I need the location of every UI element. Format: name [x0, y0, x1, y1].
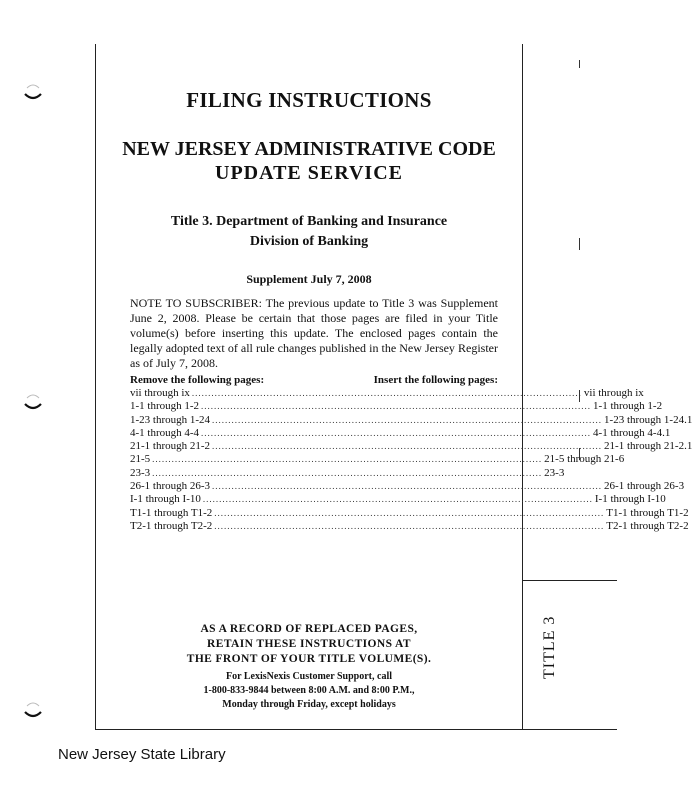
insert-cell: T2-1 through T2-2: [606, 519, 689, 532]
record-line: AS A RECORD OF REPLACED PAGES,: [200, 623, 418, 635]
page-border-bottom: [95, 729, 617, 730]
document-title: FILING INSTRUCTIONS: [186, 88, 432, 112]
insert-cell: 26-1 through 26-3: [604, 480, 685, 493]
tab-label: TITLE 3: [541, 615, 558, 679]
insert-cell: 21-5 through 21-6: [544, 453, 625, 466]
insert-cell: 23-3: [544, 466, 565, 479]
tab-mark: [579, 60, 580, 68]
support-line: 1-800-833-9844 between 8:00 A.M. and 8:00 P.M.,: [203, 685, 415, 696]
table-row: 21-5 ........................................................................................................................ 21-5 through 21-6: [130, 453, 625, 466]
insert-cell: 21-1 through 21-2.1: [604, 440, 692, 453]
binder-hole-icon: [22, 390, 44, 412]
remove-cell: 21-1 through 21-2: [130, 440, 211, 453]
code-title-line1: NEW JERSEY ADMINISTRATIVE CODE: [122, 138, 496, 160]
remove-cell: T1-1 through T1-2: [130, 506, 213, 519]
subject-line1: Title 3. Department of Banking and Insurance: [170, 214, 448, 229]
record-notice: [96, 622, 522, 667]
insert-cell: 4-1 through 4-4.1: [593, 426, 671, 439]
insert-cell: 1-1 through 1-2: [593, 400, 663, 413]
insert-cell: T1-1 through T1-2: [606, 506, 689, 519]
title-tab: [533, 604, 613, 679]
tab-divider: [523, 580, 617, 581]
table-row: 21-1 through 21-2 ........................................................................................................................ 21-1 through 21-2.1: [130, 440, 692, 453]
insert-header: Insert the following pages:: [373, 374, 498, 386]
remove-cell: 23-3: [130, 466, 151, 479]
binder-hole-icon: [22, 80, 44, 102]
page-table: [130, 387, 692, 533]
table-row: T2-1 through T2-2 ........................................................................................................................ T2-1 through T2-2: [130, 519, 689, 532]
table-row: 4-1 through 4-4 ........................................................................................................................ 4-1 through 4-4.1: [130, 426, 671, 439]
code-title-line2: UPDATE SERVICE: [215, 162, 403, 184]
support-line: Monday through Friday, except holidays: [222, 699, 396, 710]
remove-cell: 1-23 through 1-24: [130, 413, 211, 426]
remove-cell: 26-1 through 26-3: [130, 480, 211, 493]
record-line: RETAIN THESE INSTRUCTIONS AT: [207, 638, 411, 650]
subscriber-note: NOTE TO SUBSCRIBER: The previous update to Title 3 was Supplement June 2, 2008. Please be certain that those pages are filed in your Title volume(s) before inserting this update. The enclosed pages contain the legally adopted text of all rule changes published in the New Jersey Register as of July 7, 2008.: [130, 296, 498, 370]
insert-cell: 1-23 through 1-24.1: [604, 413, 692, 426]
table-row: 23-3 ........................................................................................................................ 23-3: [130, 466, 565, 479]
support-line: For LexisNexis Customer Support, call: [225, 671, 392, 682]
remove-cell: T2-1 through T2-2: [130, 519, 213, 532]
remove-cell: vii through ix: [130, 387, 190, 399]
record-line: THE FRONT OF YOUR TITLE VOLUME(S).: [186, 653, 432, 665]
library-stamp: New Jersey State Library: [58, 746, 226, 763]
table-row: 1-23 through 1-24 ........................................................................................................................ 1-23 through 1-24.1: [130, 413, 692, 426]
table-header: [130, 374, 498, 386]
insert-cell: I-1 through I-10: [594, 493, 666, 506]
table-row: 1-1 through 1-2 ........................................................................................................................ 1-1 through 1-2: [130, 400, 663, 413]
support-info: [96, 670, 522, 712]
insert-cell: vii through ix: [583, 387, 644, 399]
remove-cell: I-1 through I-10: [130, 493, 201, 506]
remove-header: Remove the following pages:: [130, 374, 265, 386]
remove-cell: 21-5: [130, 453, 151, 466]
supplement-date: Supplement July 7, 2008: [246, 272, 372, 286]
table-row: T1-1 through T1-2 ........................................................................................................................ T1-1 through T1-2: [130, 506, 689, 519]
tab-mark: [579, 238, 580, 250]
binder-hole-icon: [22, 698, 44, 720]
table-row: 26-1 through 26-3 ........................................................................................................................ 26-1 through 26-3: [130, 480, 685, 493]
remove-cell: 1-1 through 1-2: [130, 400, 200, 413]
table-row: I-1 through I-10 ........................................................................................................................ I-1 through I-10: [130, 493, 666, 506]
subject-line2: Division of Banking: [249, 234, 369, 249]
remove-cell: 4-1 through 4-4: [130, 426, 200, 439]
table-row: vii through ix ........................................................................................................................ vii through ix: [130, 387, 644, 399]
